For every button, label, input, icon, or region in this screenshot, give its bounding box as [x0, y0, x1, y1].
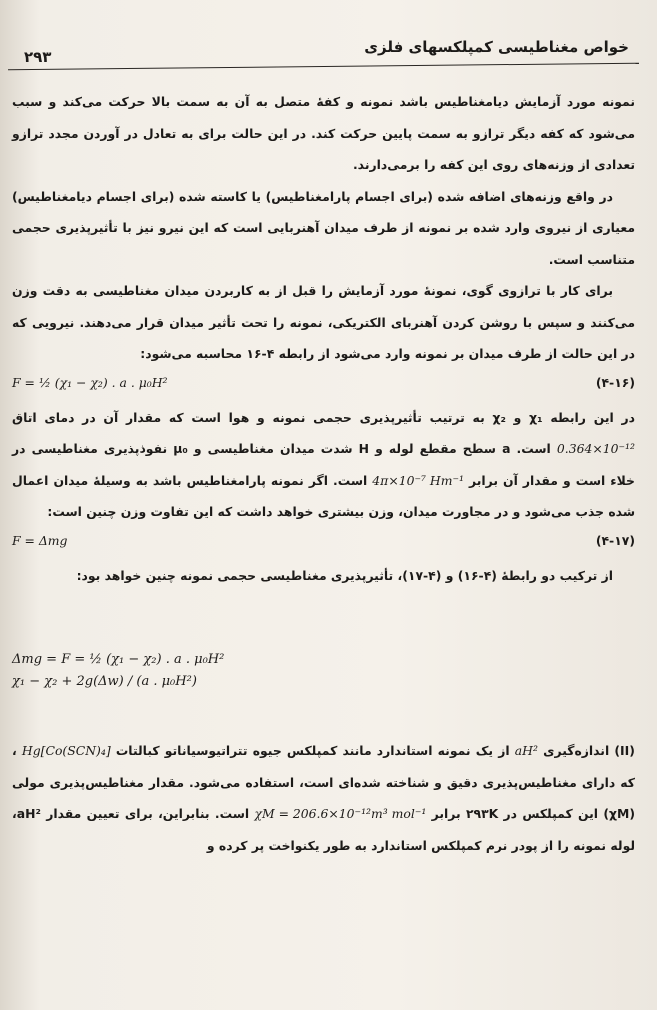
- equation-4-17-body: F = Δmg: [12, 532, 68, 548]
- combined-equations: [12, 649, 635, 693]
- paragraph-2: در واقع وزنه‌های اضافه شده (برای اجسام پارامغناطیس) یا کاسته شده (برای اجسام دیامغناطیس) معیاری از نیروی وارد شده بر نمونه از طرف میدان آهنربایی است که این نیرو نیز با تأثیرپذیری حجمی متناسب است.: [12, 188, 635, 267]
- susceptibility-equation: χ₁ − χ₂ + 2g(Δw) / (a . μ₀H²): [12, 674, 197, 689]
- paragraph-6-part-g: است. بنابراین، برای تعیین مقدار aH²، لوله نمونه را از پودر نرم کمپلکس استاندارد به طور یکنواخت پر کرده و: [12, 806, 635, 853]
- paragraph-5: از ترکیب دو رابطۀ (۴-۱۶) و (۴-۱۷)، تأثیرپذیری مغناطیسی حجمی نمونه چنین خواهد بود:: [76, 567, 613, 583]
- paragraph-1: نمونه مورد آزمایش دیامغناطیس باشد نمونه و کفۀ متصل به آن به سمت بالا حرکت می‌کند و سبب می‌شود که کفه دیگر ترازو به سمت پایین حرکت کند. در این حالت برای به تعادل در آوردن مجدد ترازو تعدادی از وزنه‌های روی این کفه را برمی‌دارند.: [12, 94, 635, 172]
- equation-4-16: [12, 370, 635, 396]
- equation-4-16-label: (۴-۱۶): [595, 374, 635, 390]
- paragraph-4-part-e: است. اگر نمونه پارامغناطیس باشد به وسیلۀ میدان اعمال شده جذب می‌شود و در مجاورت میدان، وزن بیشتری خواهد داشت که این تفاوت وزن چنین است:: [12, 472, 635, 519]
- equation-4-16-body: F = ½ (χ₁ − χ₂) . a . μ₀H²: [12, 374, 168, 390]
- paragraph-4-part-c: است. a سطح مقطع لوله و H شدت میدان مغناطیسی و μ₀ نفوذپذیری مغناطیسی در خلاء است و مقدار آن برابر: [12, 441, 635, 488]
- paragraph-6: [12, 735, 635, 861]
- equation-4-17: [12, 528, 635, 554]
- ah2-symbol: aH²: [514, 743, 538, 758]
- air-susceptibility-value: 0.364×10⁻¹²: [556, 441, 635, 456]
- equation-4-17-label: (۴-۱۷): [595, 532, 635, 548]
- body-text: [12, 86, 635, 861]
- running-header-title: خواص مغناطیسی کمپلکسهای فلزی: [364, 38, 629, 56]
- paragraph-4: [12, 402, 635, 528]
- molar-susceptibility-value: χM = 206.6×10⁻¹²m³ mol⁻¹: [254, 806, 427, 821]
- complex-formula: Hg[Co(SCN)₄]: [21, 743, 111, 758]
- header-divider: [8, 63, 639, 71]
- paragraph-4-part-a: در این رابطه χ₁ و χ₂ به ترتیب تأثیرپذیری حجمی نمونه و هوا است که مقدار آن در دمای اتاق: [12, 409, 635, 425]
- paragraph-6-part-c: از یک نمونه استاندارد مانند کمپلکس جیوه تتراتیوسیاناتو کبالتات: [115, 743, 510, 758]
- vacuum-permeability-value: 4π×10⁻⁷ Hm⁻¹: [372, 472, 464, 488]
- combined-force-equation: Δmg = F = ½ (χ₁ − χ₂) . a . μ₀H²: [12, 652, 225, 667]
- page-number: ۲۹۳: [24, 48, 52, 66]
- paragraph-6-part-e: ، که دارای مغناطیس‌پذیری دقیق و شناخته شده‌ای است، استفاده می‌شود. مقدار مغناطیس‌پذیری مولی (χM) این کمپلکس در ۲۹۳K برابر: [12, 743, 635, 821]
- paragraph-3: برای کار با ترازوی گوی، نمونۀ مورد آزمایش را قبل از به کاربردن میدان مغناطیسی به دقت وزن می‌کنند و سپس با روشن کردن آهنربای الکتریکی، نمونه را تحت تأثیر میدان قرار می‌دهند. نیرویی که در این حالت از طرف میدان بر نمونه وارد می‌شود از رابطه ۴-۱۶ محاسبه می‌شود:: [12, 283, 635, 361]
- paragraph-6-part-a: (II) اندازه‌گیری: [543, 743, 635, 758]
